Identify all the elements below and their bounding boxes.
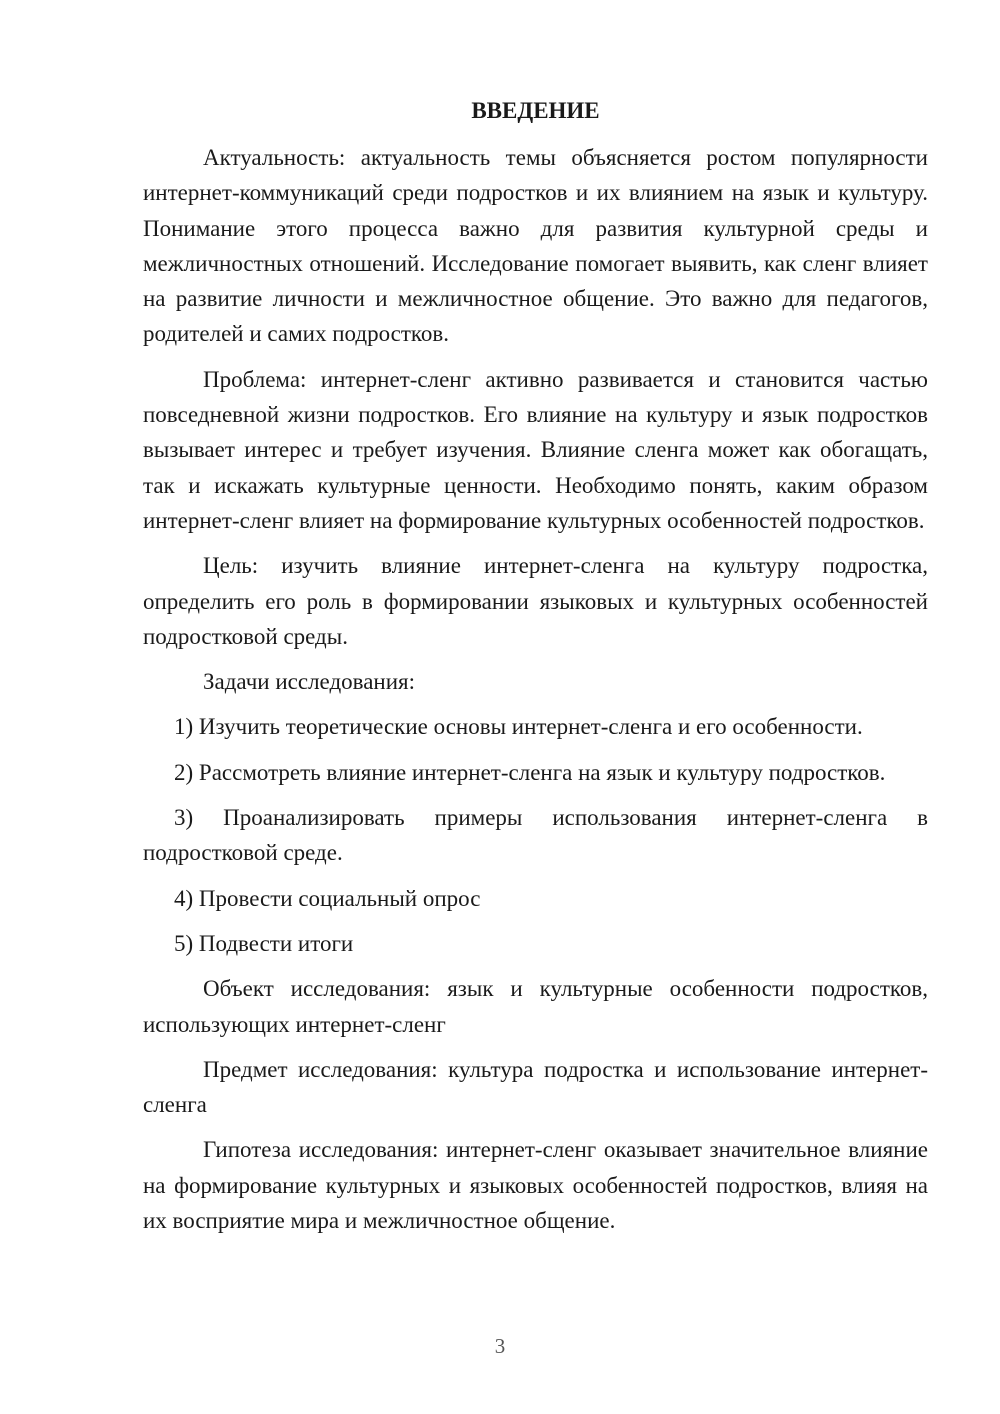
paragraph-object: Объект исследования: язык и культурные особенности подростков, использующих интернет-сленг — [143, 976, 928, 1037]
task-item-2: 2) Рассмотреть влияние интернет-сленга на язык и культуру подростков. — [174, 759, 886, 785]
paragraph-subject: Предмет исследования: культура подростка и использование интернет-сленга — [143, 1056, 928, 1118]
task-item-5: 5) Подвести итоги — [174, 930, 354, 956]
page-content — [143, 94, 928, 1248]
paragraph-hypothesis: Гипотеза исследования: интернет-сленг оказывает значительное влияние на формирование культурных и языковых особенностей подростков, влияя на их восприятие мира и межличностное общение. — [143, 1137, 928, 1234]
page-title: ВВЕДЕНИЕ — [471, 98, 600, 123]
paragraph-relevance: Актуальность: актуальность темы объясняется ростом популярности интернет-коммуникаций среди подростков и их влиянием на язык и культуру. Понимание этого процесса важно для развития культурной среды и межличностных отношений. Исследование помогает выявить, как сленг влияет на развитие личности и межличностное общение. Это важно для педагогов, родителей и самих подростков. — [143, 145, 928, 347]
paragraph-goal: Цель: изучить влияние интернет-сленга на культуру подростка, определить его роль в формировании языковых и культурных особенностей подростковой среды. — [143, 553, 928, 649]
task-item-3: 3) Проанализировать примеры использования интернет-сленга в подростковой среде. — [143, 805, 928, 866]
page-number: 3 — [494, 1334, 506, 1358]
paragraph-problem: Проблема: интернет-сленг активно развивается и становится частью повседневной жизни подростков. Его влияние на культуру и язык подростков вызывает интерес и требует изучения. Влияние сленга может как обогащать, так и искажать культурные ценности. Необходимо понять, каким образом интернет-сленг влияет на формирование культурных особенностей подростков. — [143, 366, 928, 533]
task-item-1: 1) Изучить теоретические основы интернет-сленга и его особенности. — [174, 714, 863, 740]
task-item-4: 4) Провести социальный опрос — [174, 885, 481, 911]
tasks-heading: Задачи исследования: — [203, 669, 416, 695]
